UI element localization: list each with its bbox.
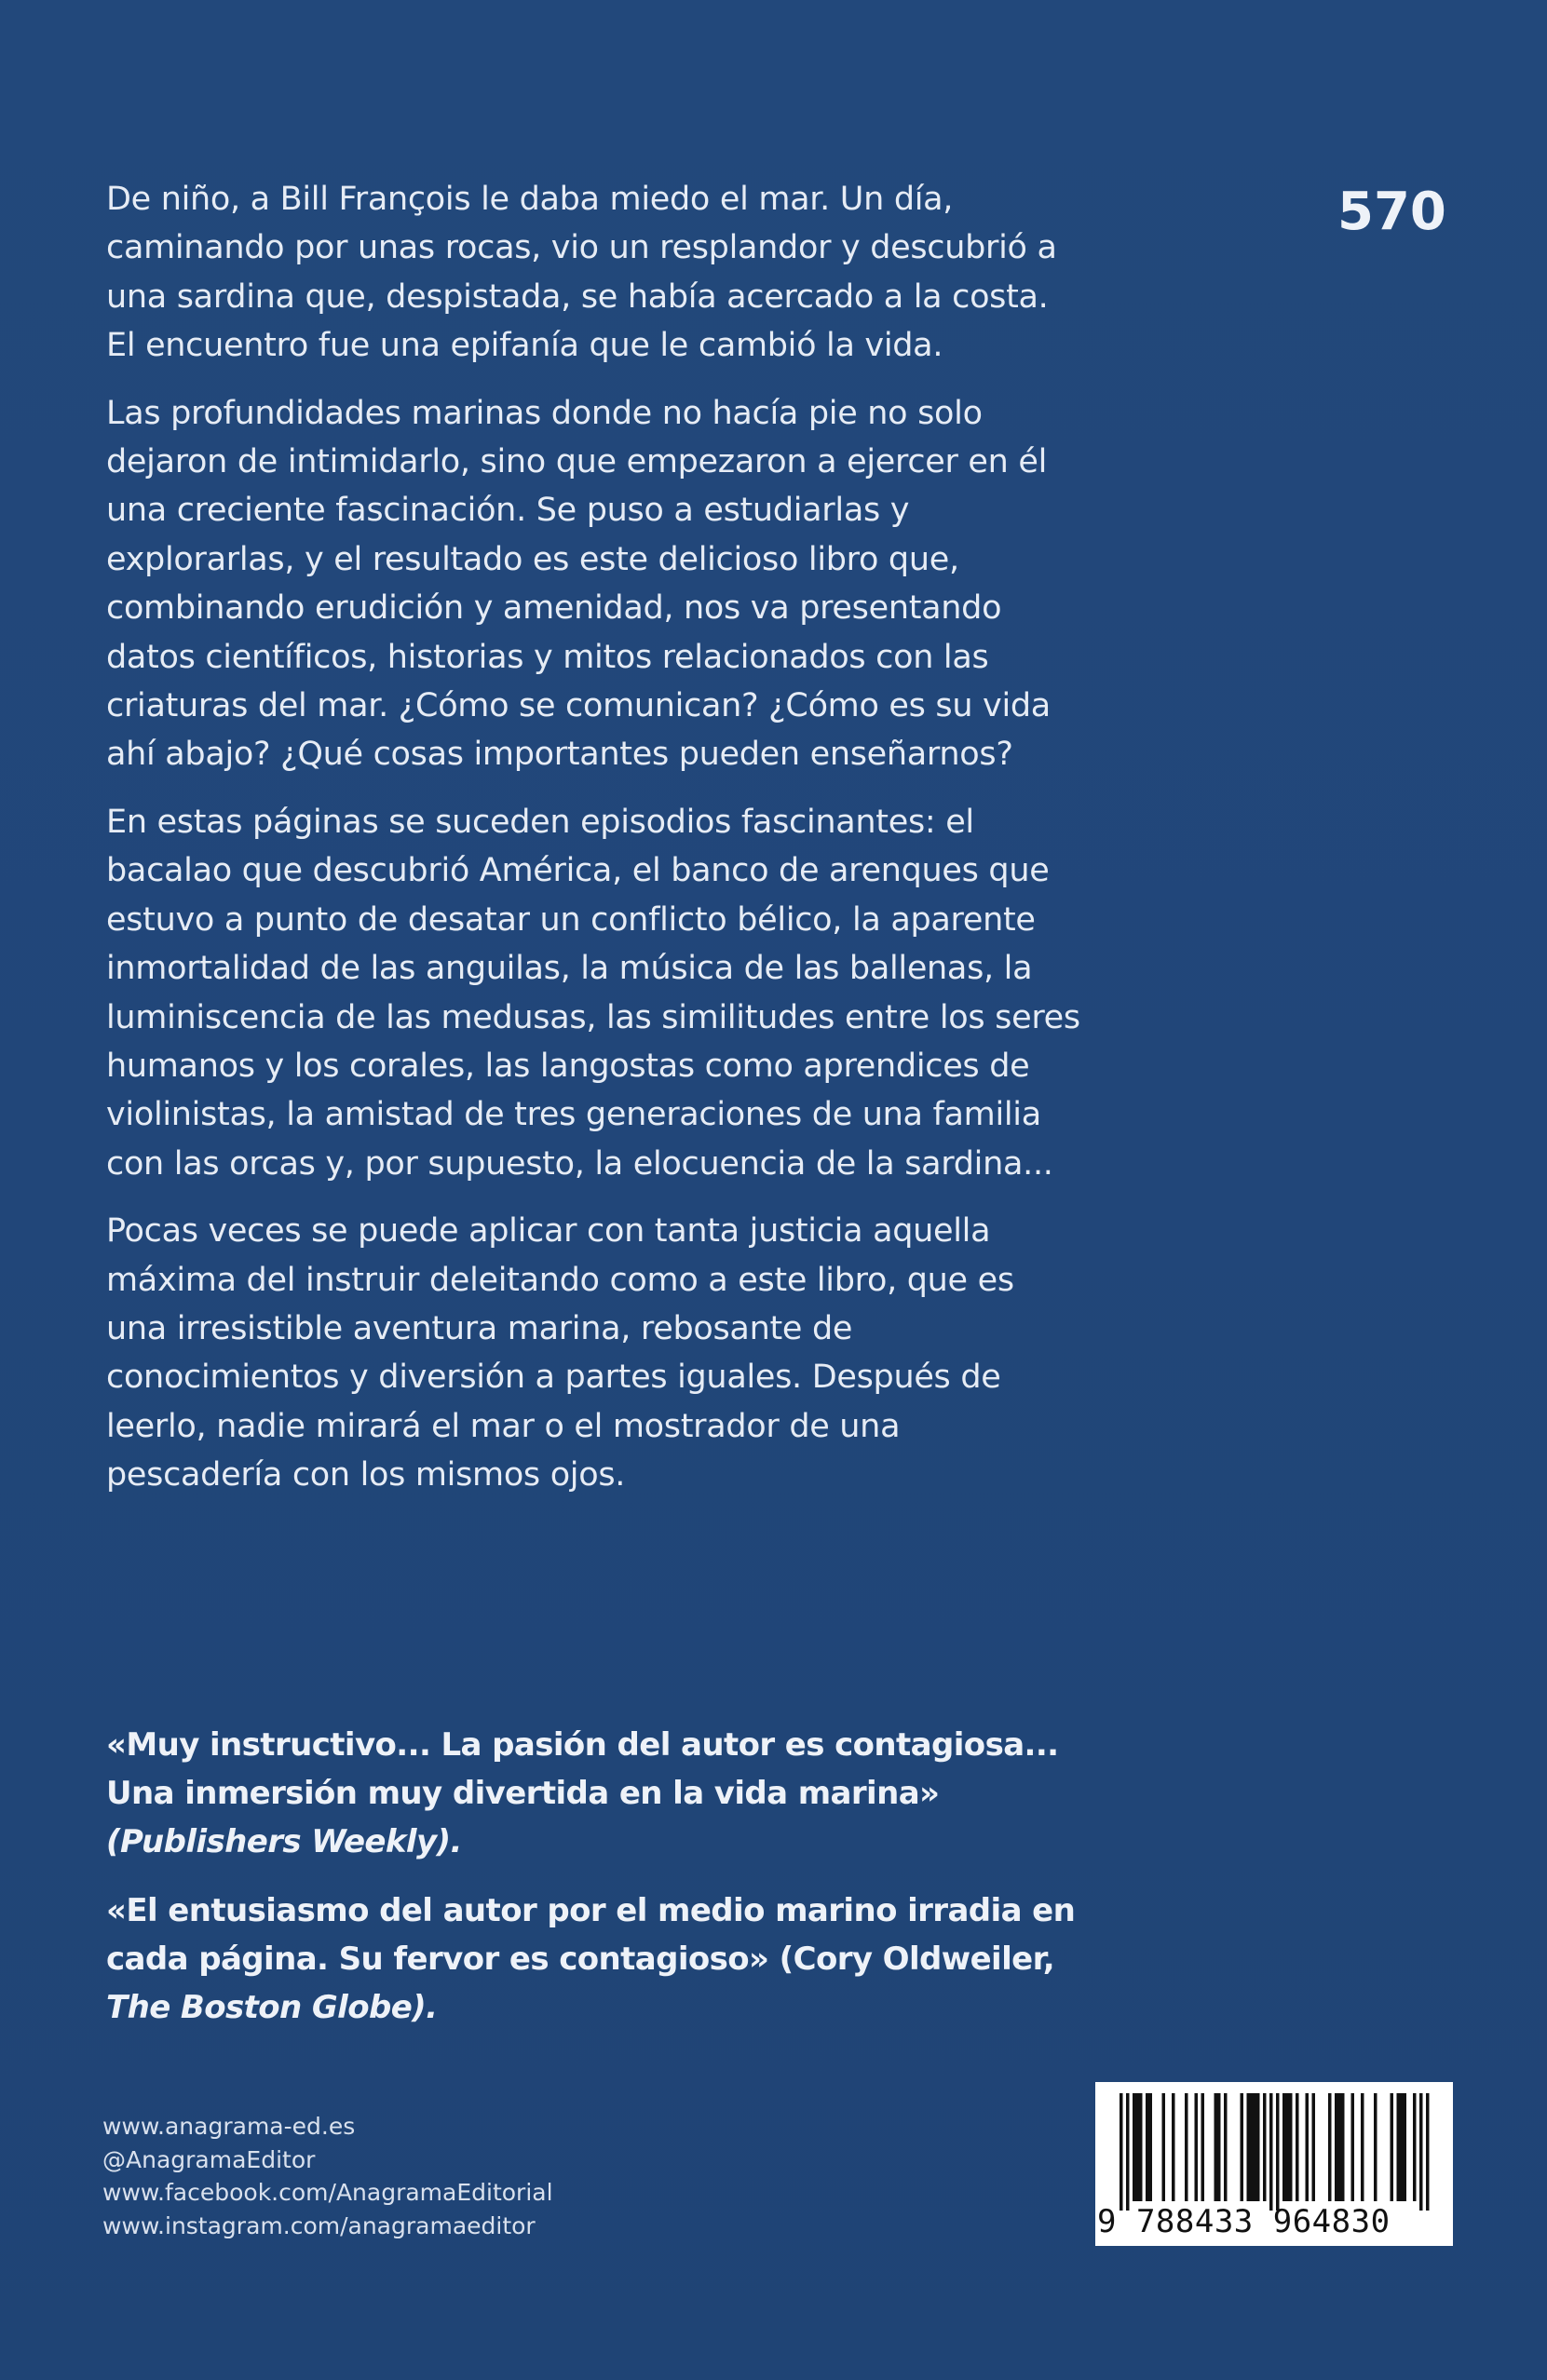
press-quote-1 (106, 1721, 1093, 1866)
barcode-bar (1306, 2093, 1310, 2201)
barcode-bar (1286, 2093, 1290, 2201)
barcode-bar (1419, 2093, 1423, 2211)
barcode-bar (1215, 2093, 1218, 2201)
blurb-text (106, 175, 1084, 1519)
barcode-bar (1289, 2093, 1293, 2201)
barcode-bar (1149, 2093, 1153, 2201)
barcode-bar (1133, 2093, 1136, 2201)
barcode-bar (1413, 2093, 1417, 2201)
barcode-bar (1263, 2093, 1267, 2201)
instagram-link[interactable]: www.instagram.com/anagramaeditor (102, 2211, 536, 2239)
barcode-bar (1335, 2093, 1338, 2201)
barcode-bar (1269, 2093, 1273, 2211)
press-quotes (106, 1721, 1093, 2052)
barcode-bar (1224, 2093, 1228, 2201)
barcode-bar (1374, 2093, 1377, 2201)
barcode-bar (1162, 2093, 1166, 2201)
barcode-bar (1351, 2093, 1355, 2201)
barcode-bar (1241, 2093, 1244, 2201)
press-quote-2 (106, 1886, 1093, 2032)
blurb-paragraph-1: De niño, a Bill François le daba miedo el mar. Un día, caminando por unas rocas, vio un resplandor y descubrió a una sardina que, despistada, se había acercado a la costa. El encuentro fue una epifanía que le cambió la vida. (106, 181, 1057, 365)
quote-text: «El entusiasmo del autor por el medio marino irradia en cada página. Su fervor es contagioso» (Cory Oldweiler, (106, 1892, 1076, 1978)
quote-text: «Muy instructivo... La pasión del autor es contagiosa... Una inmersión muy divertida en la vida marina» (106, 1726, 1059, 1812)
series-number: 570 (1337, 182, 1446, 242)
barcode-bar (1296, 2093, 1299, 2201)
barcode-bar (1276, 2093, 1280, 2211)
barcode-bar (1136, 2093, 1140, 2201)
barcode-bar (1254, 2093, 1257, 2201)
barcode-bar (1195, 2093, 1199, 2201)
barcode-bar (1338, 2093, 1342, 2201)
facebook-link[interactable]: www.facebook.com/AnagramaEditorial (102, 2179, 553, 2206)
barcode-bar (1126, 2093, 1130, 2211)
blurb-paragraph-3: En estas páginas se suceden episodios fascinantes: el bacalao que descubrió América, el banco de arenques que estuvo a punto de desatar un conflicto bélico, la aparente inmortalidad de las anguilas, la música de las ballenas, la luminiscencia de las medusas, las similitudes entre los seres humanos y los corales, las langostas como aprendices de violinistas, la amistad de tres generaciones de una familia con las orcas y, por supuesto, la elocuencia de la sardina... (106, 803, 1080, 1183)
barcode-bar (1201, 2093, 1205, 2201)
barcode-bar (1341, 2093, 1345, 2201)
barcode-bar (1172, 2093, 1175, 2201)
barcode-bar (1217, 2093, 1221, 2201)
barcode-bar (1256, 2093, 1260, 2201)
isbn-number: 9 788433 964830 (1097, 2203, 1391, 2240)
barcode-bar (1312, 2093, 1316, 2201)
barcode-bar (1139, 2093, 1143, 2201)
isbn-barcode (1095, 2082, 1453, 2246)
barcode-bar (1391, 2093, 1394, 2201)
barcode-bar (1282, 2093, 1286, 2201)
blurb-paragraph-4: Pocas veces se puede aplicar con tanta justicia aquella máxima del instruir deleitando como a este libro, que es una irresistible aventura marina, rebosante de conocimientos y diversión a partes iguales. Después de leerlo, nadie mirará el mar o el mostrador de una pescadería con los mismos ojos. (106, 1212, 1014, 1494)
blurb-paragraph-2: Las profundidades marinas donde no hacía pie no solo dejaron de intimidarlo, sino que empezaron a ejercer en él una creciente fascinación. Se puso a estudiarlas y explorarlas, y el resultado es este delicioso libro que, combinando erudición y amenidad, nos va presentando datos científicos, historias y mitos relacionados con las criaturas del mar. ¿Cómo se comunican? ¿Cómo es su vida ahí abajo? ¿Qué cosas importantes pueden enseñarnos? (106, 394, 1051, 774)
publisher-links (102, 2110, 754, 2242)
barcode-bar (1185, 2093, 1188, 2201)
quote-source: The Boston Globe). (106, 1989, 438, 2026)
barcode-bar (1400, 2093, 1404, 2201)
barcode-bar (1328, 2093, 1332, 2201)
barcode-bar (1120, 2093, 1123, 2211)
quote-source: (Publishers Weekly). (106, 1823, 462, 1860)
barcode-bar (1404, 2093, 1407, 2201)
barcode-bar (1361, 2093, 1364, 2201)
barcode-bar (1250, 2093, 1254, 2201)
barcode-bar (1146, 2093, 1149, 2201)
twitter-handle[interactable]: @AnagramaEditor (102, 2145, 316, 2173)
barcode-bar (1397, 2093, 1401, 2201)
barcode-bar (1426, 2093, 1430, 2211)
website-link[interactable]: www.anagrama-ed.es (102, 2113, 356, 2140)
barcode-bar (1247, 2093, 1251, 2201)
